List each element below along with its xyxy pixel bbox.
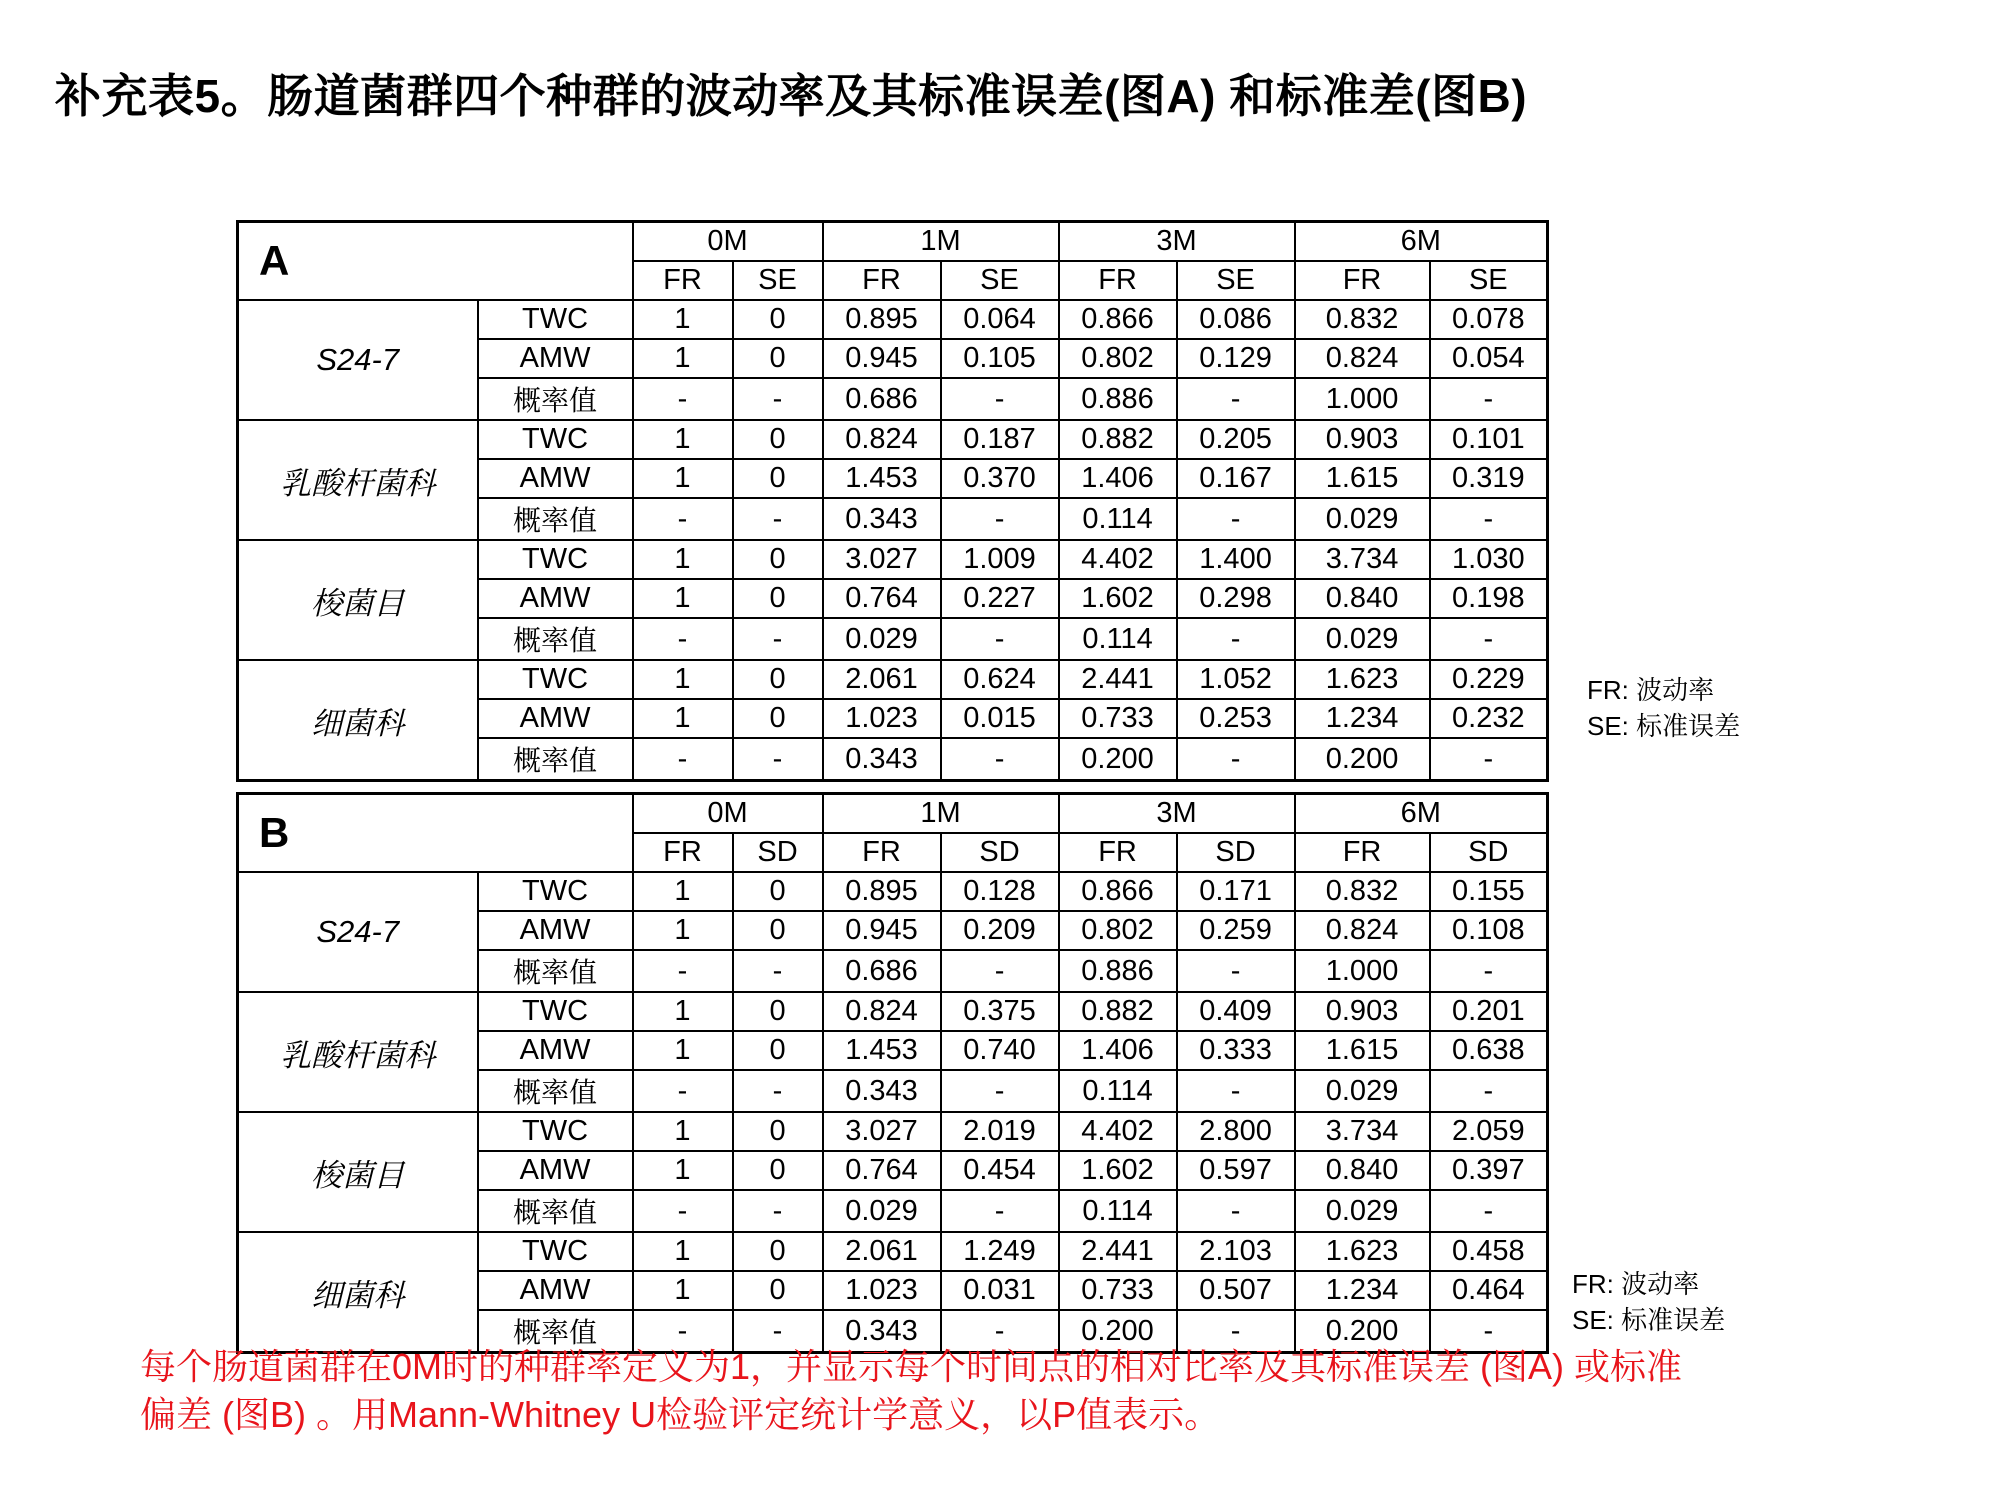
- value-cell: 0.078: [1430, 300, 1548, 339]
- value-cell: 0.597: [1177, 1151, 1295, 1190]
- value-cell: -: [941, 378, 1059, 420]
- value-cell: 0.031: [941, 1271, 1059, 1310]
- metric-label: 概率值: [478, 1070, 633, 1112]
- value-cell: -: [1430, 378, 1548, 420]
- value-cell: 0.253: [1177, 699, 1295, 738]
- value-cell: 0.638: [1430, 1031, 1548, 1070]
- legend-b: [1572, 1266, 1725, 1338]
- stat-header: FR: [633, 833, 733, 872]
- value-cell: 0.824: [823, 420, 941, 459]
- value-cell: 2.441: [1059, 660, 1177, 699]
- value-cell: 0.409: [1177, 992, 1295, 1031]
- value-cell: 2.441: [1059, 1232, 1177, 1271]
- value-cell: 2.061: [823, 1232, 941, 1271]
- metric-label: AMW: [478, 1151, 633, 1190]
- value-cell: 0.029: [823, 618, 941, 660]
- value-cell: 0.227: [941, 579, 1059, 618]
- value-cell: -: [733, 378, 823, 420]
- value-cell: 1: [633, 1232, 733, 1271]
- stat-header: SE: [1430, 261, 1548, 300]
- value-cell: -: [1177, 1310, 1295, 1353]
- value-cell: -: [941, 1070, 1059, 1112]
- value-cell: 0.029: [823, 1190, 941, 1232]
- value-cell: -: [1177, 1070, 1295, 1112]
- value-cell: 2.103: [1177, 1232, 1295, 1271]
- value-cell: 2.800: [1177, 1112, 1295, 1151]
- value-cell: -: [633, 738, 733, 781]
- value-cell: 0: [733, 300, 823, 339]
- value-cell: -: [1430, 618, 1548, 660]
- value-cell: -: [1430, 1190, 1548, 1232]
- value-cell: -: [941, 950, 1059, 992]
- value-cell: 1: [633, 579, 733, 618]
- value-cell: -: [1177, 378, 1295, 420]
- metric-label: AMW: [478, 579, 633, 618]
- table-row: [238, 660, 1548, 699]
- table-row: [238, 992, 1548, 1031]
- value-cell: -: [633, 1310, 733, 1353]
- value-cell: 0.458: [1430, 1232, 1548, 1271]
- table-row: [238, 1232, 1548, 1271]
- metric-label: AMW: [478, 459, 633, 498]
- table-row: [238, 1112, 1548, 1151]
- value-cell: 1.623: [1295, 660, 1430, 699]
- value-cell: 1: [633, 420, 733, 459]
- value-cell: 1: [633, 1271, 733, 1310]
- value-cell: 0: [733, 1031, 823, 1070]
- header-row-months: [238, 794, 1548, 834]
- value-cell: 1: [633, 1031, 733, 1070]
- value-cell: 0.882: [1059, 992, 1177, 1031]
- value-cell: 0.015: [941, 699, 1059, 738]
- value-cell: 0: [733, 540, 823, 579]
- value-cell: 1.023: [823, 1271, 941, 1310]
- stat-header: FR: [1295, 261, 1430, 300]
- value-cell: 0.114: [1059, 618, 1177, 660]
- value-cell: 1.030: [1430, 540, 1548, 579]
- value-cell: -: [733, 498, 823, 540]
- value-cell: 3.027: [823, 1112, 941, 1151]
- legend-a-fr: FR: 波动率: [1587, 675, 1715, 705]
- value-cell: 0.333: [1177, 1031, 1295, 1070]
- value-cell: 0: [733, 459, 823, 498]
- value-cell: -: [941, 738, 1059, 781]
- value-cell: 0.343: [823, 1310, 941, 1353]
- value-cell: -: [733, 618, 823, 660]
- value-cell: 0.167: [1177, 459, 1295, 498]
- metric-label: 概率值: [478, 378, 633, 420]
- table-b: [236, 792, 1549, 1354]
- value-cell: 0.764: [823, 579, 941, 618]
- value-cell: -: [1177, 618, 1295, 660]
- stat-header: SD: [733, 833, 823, 872]
- value-cell: 1.602: [1059, 579, 1177, 618]
- month-header: 6M: [1295, 794, 1548, 834]
- value-cell: 0.198: [1430, 579, 1548, 618]
- legend-a: [1587, 672, 1740, 744]
- value-cell: 0.945: [823, 339, 941, 378]
- value-cell: 0.259: [1177, 911, 1295, 950]
- value-cell: 0.375: [941, 992, 1059, 1031]
- value-cell: 1.249: [941, 1232, 1059, 1271]
- value-cell: 0.895: [823, 300, 941, 339]
- value-cell: -: [1430, 498, 1548, 540]
- value-cell: 1: [633, 699, 733, 738]
- value-cell: 0.903: [1295, 992, 1430, 1031]
- value-cell: 0.101: [1430, 420, 1548, 459]
- stat-header: SE: [733, 261, 823, 300]
- stat-header: FR: [1059, 261, 1177, 300]
- value-cell: 1: [633, 339, 733, 378]
- group-name: 细菌科: [238, 660, 478, 781]
- metric-label: AMW: [478, 1031, 633, 1070]
- metric-label: TWC: [478, 540, 633, 579]
- value-cell: 0.029: [1295, 1070, 1430, 1112]
- value-cell: 0.686: [823, 378, 941, 420]
- month-header: 3M: [1059, 222, 1295, 262]
- table-label: A: [238, 222, 633, 301]
- value-cell: -: [1177, 1190, 1295, 1232]
- group-name: 梭菌目: [238, 1112, 478, 1232]
- page-title: 补充表5。肠道菌群四个种群的波动率及其标准误差(图A) 和标准差(图B): [55, 70, 1528, 122]
- value-cell: 0.624: [941, 660, 1059, 699]
- value-cell: -: [1177, 950, 1295, 992]
- value-cell: -: [633, 618, 733, 660]
- value-cell: 0.029: [1295, 618, 1430, 660]
- value-cell: 3.027: [823, 540, 941, 579]
- value-cell: -: [941, 498, 1059, 540]
- value-cell: 0.464: [1430, 1271, 1548, 1310]
- value-cell: 1: [633, 872, 733, 911]
- value-cell: 1.602: [1059, 1151, 1177, 1190]
- metric-label: 概率值: [478, 950, 633, 992]
- value-cell: 0: [733, 1151, 823, 1190]
- metric-label: AMW: [478, 1271, 633, 1310]
- value-cell: 0.824: [1295, 339, 1430, 378]
- value-cell: -: [1430, 738, 1548, 781]
- value-cell: 0: [733, 872, 823, 911]
- month-header: 1M: [823, 222, 1059, 262]
- value-cell: -: [633, 378, 733, 420]
- value-cell: 0.840: [1295, 1151, 1430, 1190]
- table-row: [238, 420, 1548, 459]
- value-cell: -: [733, 1310, 823, 1353]
- metric-label: AMW: [478, 699, 633, 738]
- value-cell: -: [733, 1190, 823, 1232]
- value-cell: 0.200: [1295, 738, 1430, 781]
- value-cell: 0.114: [1059, 1190, 1177, 1232]
- value-cell: 0.802: [1059, 911, 1177, 950]
- stat-header: SE: [941, 261, 1059, 300]
- value-cell: 1.615: [1295, 1031, 1430, 1070]
- value-cell: 0: [733, 420, 823, 459]
- value-cell: 0: [733, 992, 823, 1031]
- stat-header: SD: [1430, 833, 1548, 872]
- metric-label: 概率值: [478, 1310, 633, 1353]
- table-label: B: [238, 794, 633, 873]
- value-cell: 3.734: [1295, 1112, 1430, 1151]
- value-cell: 0.740: [941, 1031, 1059, 1070]
- metric-label: TWC: [478, 420, 633, 459]
- value-cell: 0.171: [1177, 872, 1295, 911]
- value-cell: 0: [733, 1232, 823, 1271]
- group-name: 细菌科: [238, 1232, 478, 1353]
- metric-label: AMW: [478, 911, 633, 950]
- value-cell: 1.000: [1295, 950, 1430, 992]
- value-cell: 1.052: [1177, 660, 1295, 699]
- group-name: 乳酸杆菌科: [238, 992, 478, 1112]
- value-cell: 0.187: [941, 420, 1059, 459]
- value-cell: 0.832: [1295, 300, 1430, 339]
- value-cell: -: [633, 498, 733, 540]
- metric-label: TWC: [478, 1232, 633, 1271]
- value-cell: -: [941, 618, 1059, 660]
- value-cell: -: [733, 738, 823, 781]
- value-cell: 1.023: [823, 699, 941, 738]
- value-cell: 0.895: [823, 872, 941, 911]
- value-cell: 0.397: [1430, 1151, 1548, 1190]
- stat-header: SD: [941, 833, 1059, 872]
- value-cell: 0.232: [1430, 699, 1548, 738]
- value-cell: 4.402: [1059, 540, 1177, 579]
- value-cell: -: [1177, 738, 1295, 781]
- metric-label: 概率值: [478, 618, 633, 660]
- group-name: S24-7: [238, 300, 478, 420]
- value-cell: 0.764: [823, 1151, 941, 1190]
- value-cell: 0.155: [1430, 872, 1548, 911]
- value-cell: 1.234: [1295, 1271, 1430, 1310]
- value-cell: -: [1430, 950, 1548, 992]
- value-cell: 0: [733, 660, 823, 699]
- value-cell: -: [733, 1070, 823, 1112]
- value-cell: 0.129: [1177, 339, 1295, 378]
- value-cell: 0: [733, 339, 823, 378]
- value-cell: 1.623: [1295, 1232, 1430, 1271]
- group-name: 乳酸杆菌科: [238, 420, 478, 540]
- value-cell: 1.453: [823, 459, 941, 498]
- stat-header: FR: [823, 833, 941, 872]
- stat-header: FR: [823, 261, 941, 300]
- stat-header: FR: [1295, 833, 1430, 872]
- metric-label: TWC: [478, 992, 633, 1031]
- value-cell: 0.086: [1177, 300, 1295, 339]
- group-name: S24-7: [238, 872, 478, 992]
- value-cell: -: [941, 1310, 1059, 1353]
- table-row: [238, 872, 1548, 911]
- value-cell: 0.733: [1059, 1271, 1177, 1310]
- value-cell: 0.343: [823, 1070, 941, 1112]
- value-cell: 1: [633, 911, 733, 950]
- value-cell: 0.201: [1430, 992, 1548, 1031]
- value-cell: 1.453: [823, 1031, 941, 1070]
- group-name: 梭菌目: [238, 540, 478, 660]
- value-cell: 0.733: [1059, 699, 1177, 738]
- value-cell: 1: [633, 1112, 733, 1151]
- month-header: 0M: [633, 222, 823, 262]
- metric-label: TWC: [478, 1112, 633, 1151]
- value-cell: 1: [633, 300, 733, 339]
- value-cell: 0.205: [1177, 420, 1295, 459]
- value-cell: 0.370: [941, 459, 1059, 498]
- value-cell: 0.029: [1295, 1190, 1430, 1232]
- value-cell: -: [733, 950, 823, 992]
- value-cell: -: [633, 1070, 733, 1112]
- value-cell: 0.298: [1177, 579, 1295, 618]
- value-cell: 1.009: [941, 540, 1059, 579]
- value-cell: 0.105: [941, 339, 1059, 378]
- value-cell: 4.402: [1059, 1112, 1177, 1151]
- footnote-line-1: 每个肠道菌群在0M时的种群率定义为1，并显示每个时间点的相对比率及其标准误差 (图A) 或标准: [140, 1346, 1683, 1387]
- value-cell: 0: [733, 1112, 823, 1151]
- value-cell: 0.200: [1059, 738, 1177, 781]
- value-cell: 0.824: [823, 992, 941, 1031]
- metric-label: TWC: [478, 872, 633, 911]
- value-cell: -: [1430, 1070, 1548, 1112]
- table-a: [236, 220, 1549, 782]
- legend-b-fr: FR: 波动率: [1572, 1269, 1700, 1299]
- value-cell: 0.824: [1295, 911, 1430, 950]
- value-cell: 0.840: [1295, 579, 1430, 618]
- value-cell: 0.200: [1059, 1310, 1177, 1353]
- value-cell: 0.343: [823, 738, 941, 781]
- metric-label: 概率值: [478, 498, 633, 540]
- legend-b-se: SE: 标准误差: [1572, 1305, 1726, 1335]
- value-cell: 1.406: [1059, 1031, 1177, 1070]
- value-cell: 0.802: [1059, 339, 1177, 378]
- value-cell: 1: [633, 660, 733, 699]
- value-cell: 1.000: [1295, 378, 1430, 420]
- stat-header: FR: [1059, 833, 1177, 872]
- value-cell: 0.686: [823, 950, 941, 992]
- value-cell: -: [633, 950, 733, 992]
- value-cell: 2.019: [941, 1112, 1059, 1151]
- value-cell: 2.061: [823, 660, 941, 699]
- value-cell: 0.319: [1430, 459, 1548, 498]
- value-cell: 3.734: [1295, 540, 1430, 579]
- value-cell: 0.866: [1059, 300, 1177, 339]
- month-header: 0M: [633, 794, 823, 834]
- value-cell: 0.945: [823, 911, 941, 950]
- value-cell: 1.234: [1295, 699, 1430, 738]
- value-cell: -: [633, 1190, 733, 1232]
- value-cell: 0.886: [1059, 378, 1177, 420]
- month-header: 1M: [823, 794, 1059, 834]
- metric-label: TWC: [478, 300, 633, 339]
- value-cell: 0.064: [941, 300, 1059, 339]
- stat-header: FR: [633, 261, 733, 300]
- metric-label: AMW: [478, 339, 633, 378]
- value-cell: 0.832: [1295, 872, 1430, 911]
- value-cell: 0.903: [1295, 420, 1430, 459]
- month-header: 6M: [1295, 222, 1548, 262]
- footnote-line-2: 偏差 (图B) 。用Mann-Whitney U检验评定统计学意义，以P值表示。: [140, 1394, 1221, 1435]
- value-cell: 1: [633, 540, 733, 579]
- value-cell: 0.229: [1430, 660, 1548, 699]
- value-cell: 1: [633, 459, 733, 498]
- legend-a-se: SE: 标准误差: [1587, 711, 1741, 741]
- value-cell: 0.029: [1295, 498, 1430, 540]
- value-cell: 0.454: [941, 1151, 1059, 1190]
- value-cell: 0: [733, 1271, 823, 1310]
- value-cell: -: [1430, 1310, 1548, 1353]
- value-cell: 0: [733, 579, 823, 618]
- value-cell: -: [941, 1190, 1059, 1232]
- value-cell: 0.054: [1430, 339, 1548, 378]
- value-cell: 2.059: [1430, 1112, 1548, 1151]
- value-cell: 0.866: [1059, 872, 1177, 911]
- footnote: [140, 1343, 1920, 1439]
- value-cell: 1: [633, 1151, 733, 1190]
- value-cell: 0: [733, 699, 823, 738]
- value-cell: 0.507: [1177, 1271, 1295, 1310]
- metric-label: 概率值: [478, 738, 633, 781]
- value-cell: 0.128: [941, 872, 1059, 911]
- stat-header: SE: [1177, 261, 1295, 300]
- value-cell: 0.108: [1430, 911, 1548, 950]
- value-cell: 1: [633, 992, 733, 1031]
- value-cell: 0.882: [1059, 420, 1177, 459]
- value-cell: 0.209: [941, 911, 1059, 950]
- table-row: [238, 300, 1548, 339]
- value-cell: 1.615: [1295, 459, 1430, 498]
- month-header: 3M: [1059, 794, 1295, 834]
- value-cell: 0.343: [823, 498, 941, 540]
- value-cell: 0.114: [1059, 1070, 1177, 1112]
- header-row-months: [238, 222, 1548, 262]
- value-cell: 1.400: [1177, 540, 1295, 579]
- value-cell: 0: [733, 911, 823, 950]
- value-cell: 0.886: [1059, 950, 1177, 992]
- metric-label: 概率值: [478, 1190, 633, 1232]
- value-cell: 0.200: [1295, 1310, 1430, 1353]
- value-cell: 0.114: [1059, 498, 1177, 540]
- metric-label: TWC: [478, 660, 633, 699]
- table-row: [238, 540, 1548, 579]
- value-cell: -: [1177, 498, 1295, 540]
- value-cell: 1.406: [1059, 459, 1177, 498]
- stat-header: SD: [1177, 833, 1295, 872]
